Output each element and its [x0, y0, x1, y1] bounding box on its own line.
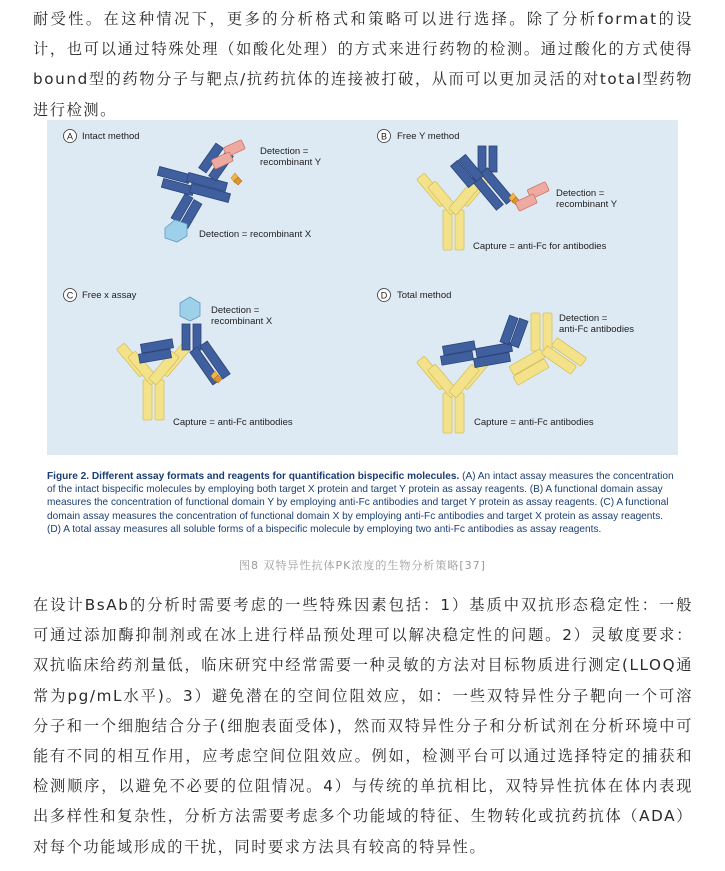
panel-b-detection-line1: Detection = — [556, 188, 605, 199]
panel-a-letter: A — [66, 131, 74, 142]
panel-a-detection-line2: recombinant Y — [260, 157, 322, 168]
panel-c-title: Free x assay — [82, 290, 137, 301]
target-x-protein-icon — [180, 297, 200, 321]
panel-b-detection-line2: recombinant Y — [556, 199, 618, 210]
panel-d-detection-line1: Detection = — [559, 313, 608, 324]
panel-d-letter: D — [380, 290, 388, 301]
panel-c-capture: Capture = anti-Fc antibodies — [173, 417, 293, 428]
target-x-protein-icon — [165, 220, 187, 242]
panel-c-detection-line2: recombinant X — [211, 316, 273, 327]
panel-a-detection-line1: Detection = — [260, 146, 309, 157]
panel-d — [378, 289, 635, 434]
panel-a — [64, 130, 322, 243]
target-y-protein-icon — [512, 182, 551, 212]
paragraph-top: 耐受性。在这种情况下，更多的分析格式和策略可以进行选择。除了分析format的设计，也可以通过特殊处理（如酸化处理）的方式来进行药物的检测。通过酸化的方式使得bound型的药物分子与靶点/抗药抗体的连接被打破，从而可以更加灵活的对total型药物进行检测。 — [33, 10, 693, 119]
panel-b-letter: B — [380, 131, 388, 142]
assay-diagram — [47, 120, 678, 455]
panel-c-letter: C — [66, 290, 74, 301]
paragraph-bottom: 在设计BsAb的分析时需要考虑的一些特殊因素包括：1）基质中双抗形态稳定性：一般可通过添加酶抑制剂或在冰上进行样品预处理可以解决稳定性的问题。2）灵敏度要求：双抗临床给药剂量低，临床研究中经常需要一种灵敏的方法对目标物质进行测定(LLOQ通常为pg/mL水平)。3）避免潜在的空间位阻效应，如：一些双特异性分子靶向一个可溶分子和一个细胞结合分子(细胞表面受体)，然而双特异性分子和分析试剂在分析环境中可能有不同的相互作用，应考虑空间位阻效应。例如，检测平台可以通过选择特定的捕获和检测顺序，以避免不必要的位阻情况。4）与传统的单抗相比，双特异性抗体在体内表现出多样性和复杂性，分析方法需要考虑多个功能域的特征、生物转化或抗药抗体（ADA）对每个功能域形成的干扰，同时要求方法具有较高的特异性。 — [33, 596, 693, 856]
label-tag-icon — [231, 173, 242, 185]
panel-b — [378, 130, 618, 253]
panel-d-capture: Capture = anti-Fc antibodies — [474, 417, 594, 428]
panel-d-title: Total method — [397, 290, 452, 301]
antibody-icon — [440, 315, 528, 367]
figure-caption — [47, 470, 678, 536]
panel-c-detection-line1: Detection = — [211, 305, 260, 316]
figure-assay-formats — [47, 120, 678, 535]
panel-d-detection-line2: anti-Fc antibodies — [559, 324, 634, 335]
caption-heading: Figure 2. Different assay formats and reagents for quantification bispecific molecules. — [47, 471, 460, 482]
panel-a-title: Intact method — [82, 131, 140, 142]
panel-c — [64, 289, 293, 429]
panel-a-detection-x: Detection = recombinant X — [199, 229, 312, 240]
panel-b-capture: Capture = anti-Fc for antibodies — [473, 241, 607, 252]
caption-body: (A) An intact assay measures the concentration of the intact bispecific molecules by employing both target X protein and target Y protein as assay reagents. (B) A functional domain assay measures the concentration of functional domain Y by employing anti-Fc antibodies and target Y protein as assay reagents. (C) A functional domain assay measures the concentration of functional domain X by employing anti-Fc antibodies and target X protein as assay reagents. (D) A total assay measures all soluble forms of a bispecific molecule by employing two anti-Fc antibodies as assay reagents. — [47, 471, 674, 535]
figure-label: 图8 双特异性抗体PK浓度的生物分析策略[37] — [239, 559, 486, 572]
panel-b-title: Free Y method — [397, 131, 460, 142]
figure-illustration — [47, 120, 678, 455]
